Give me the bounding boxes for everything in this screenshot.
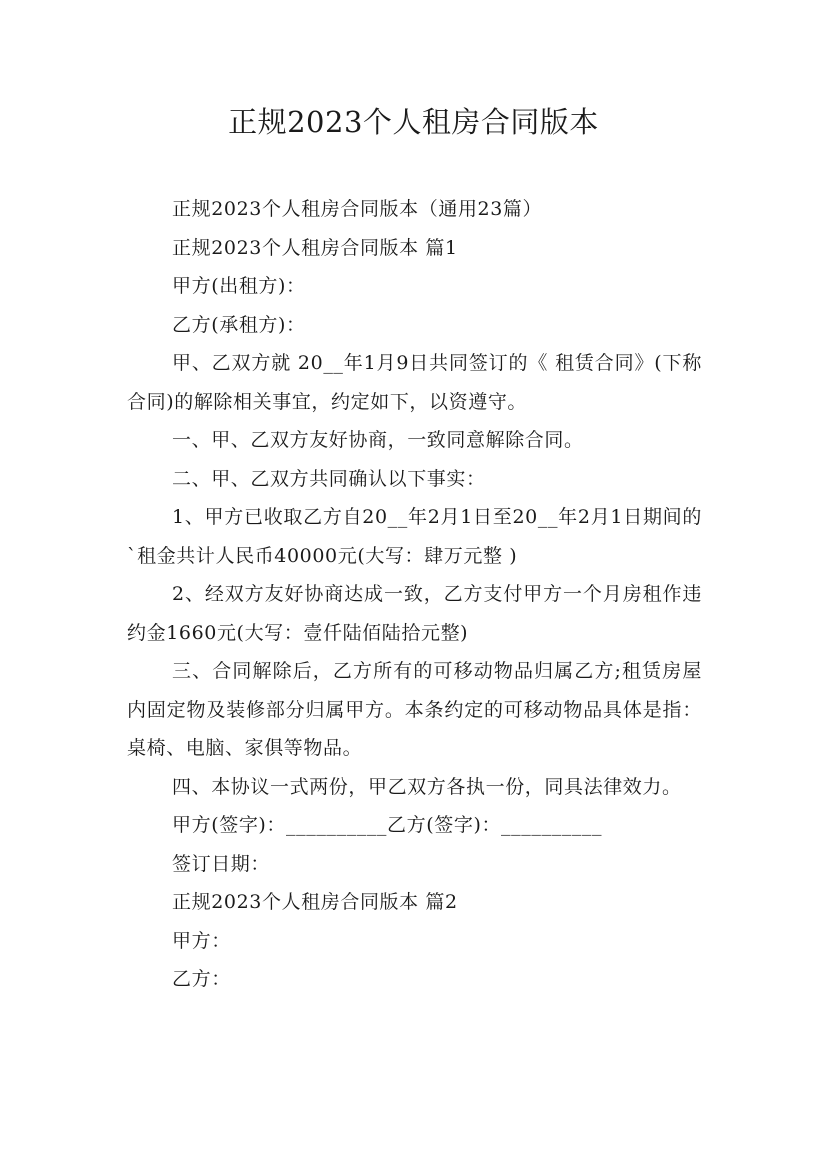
section-heading-1: 正规2023个人租房合同版本 篇1 — [172, 236, 458, 259]
party-b-line-2: 乙方： — [172, 968, 231, 990]
signature-line: 甲方(签字)：__________乙方(签字)：__________ — [172, 814, 603, 836]
signing-date-line: 签订日期： — [172, 852, 271, 875]
party-b-line: 乙方(承租方)： — [172, 313, 306, 336]
clause-2-item-2: 2、经双方友好协商达成一致，乙方支付甲方一个月房租作违约金1660元(大写：壹仟陆佰陆拾元整) — [127, 583, 702, 644]
intro-paragraph: 甲、乙双方就 20__年1月9日共同签订的《 租赁合同》(下称合同)的解除相关事宜，约定如下，以资遵守。 — [127, 352, 702, 413]
clause-4: 四、本协议一式两份，甲乙双方各执一份，同具法律效力。 — [172, 775, 682, 798]
section-heading-2: 正规2023个人租房合同版本 篇2 — [172, 891, 458, 913]
document-title: 正规2023个人租房合同版本 — [228, 105, 599, 139]
clause-3: 三、合同解除后，乙方所有的可移动物品归属乙方;租赁房屋内固定物及装修部分归属甲方。本条约定的可移动物品具体是指：桌椅、电脑、家俱等物品。 — [127, 660, 702, 759]
clause-2-item-1: 1、甲方已收取乙方自20__年2月1日至20__年2月1日期间的`租金共计人民币40000元(大写：肆万元整 ) — [127, 506, 702, 567]
document-body — [127, 190, 702, 999]
subtitle-paragraph: 正规2023个人租房合同版本（通用23篇） — [172, 198, 543, 220]
party-a-line-2: 甲方： — [172, 929, 231, 952]
clause-1: 一、甲、乙双方友好协商，一致同意解除合同。 — [172, 429, 584, 451]
party-a-line: 甲方(出租方)： — [172, 275, 306, 297]
clause-2: 二、甲、乙双方共同确认以下事实： — [172, 467, 486, 490]
